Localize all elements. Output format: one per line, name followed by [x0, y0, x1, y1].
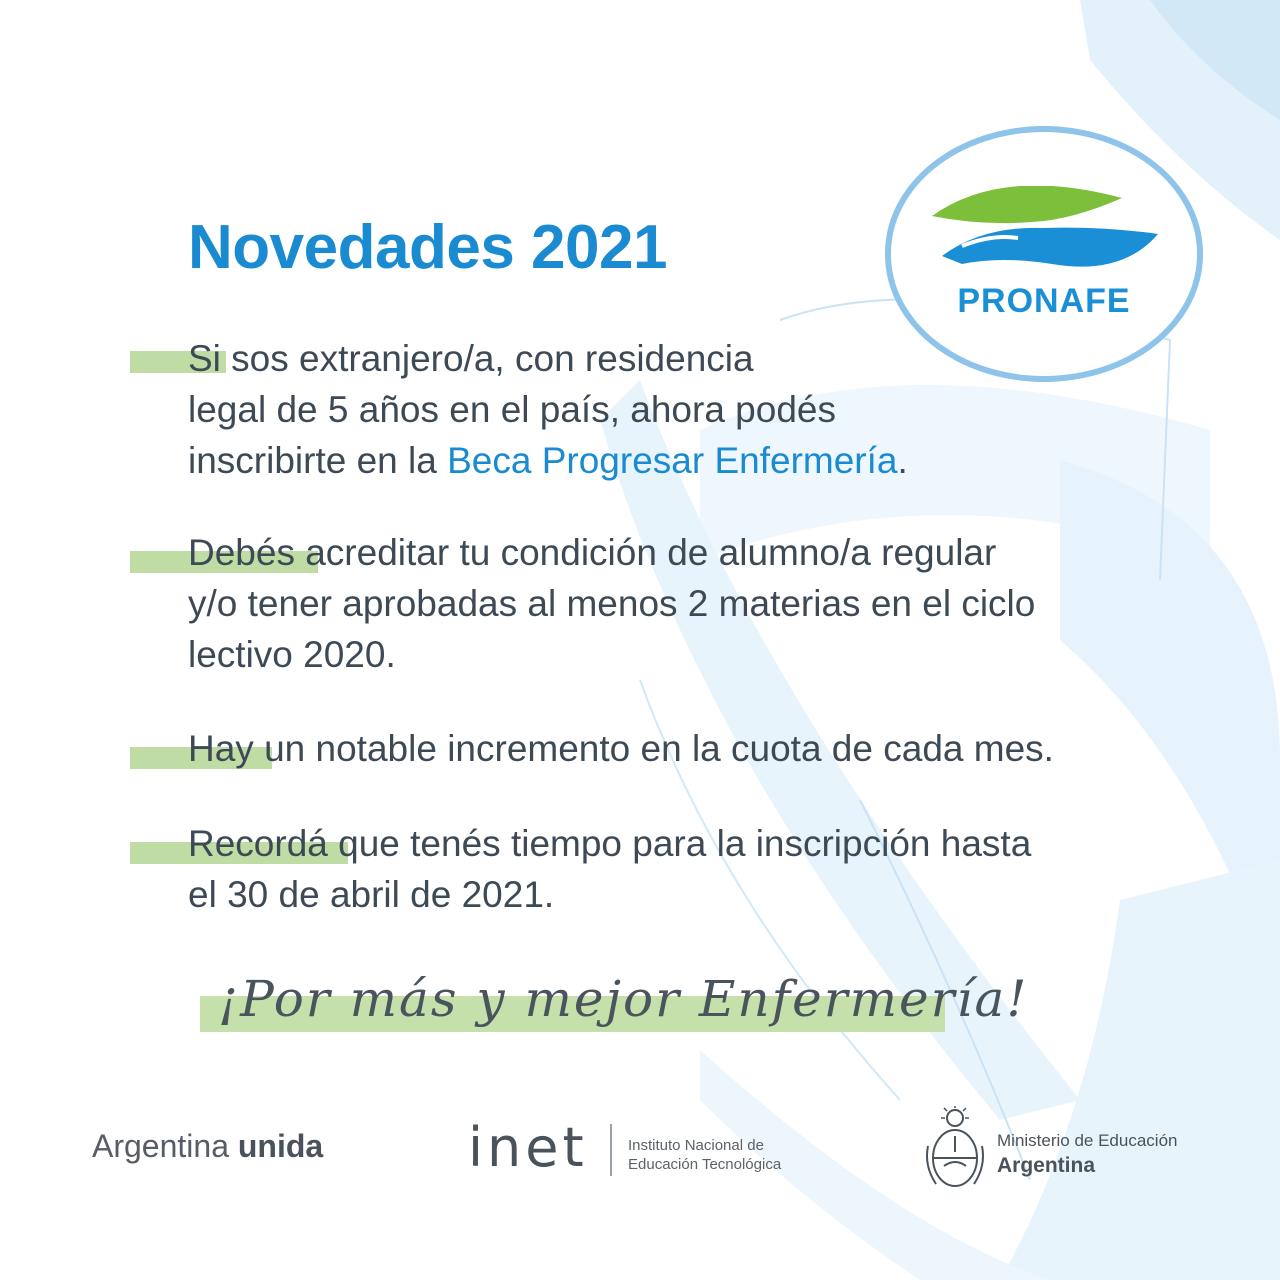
paragraph-condicion	[188, 527, 1035, 680]
ministerio-line-2: Argentina	[997, 1154, 1096, 1177]
lead-word: Debés	[188, 532, 295, 573]
ministerio-logo-text	[997, 1130, 1177, 1180]
ministerio-line-1: Ministerio de Educación	[997, 1131, 1178, 1150]
paragraph-text: .	[897, 440, 908, 481]
inet-subtitle	[628, 1136, 781, 1174]
slogan: ¡Por más y mejor Enfermería!	[218, 970, 1029, 1028]
pronafe-leaf-hand-icon	[922, 186, 1162, 276]
lead-word: Hay	[188, 728, 254, 769]
paragraph-text: acreditar tu condición de alumno/a regular	[294, 532, 997, 573]
argentina-text: Argentina	[92, 1128, 229, 1164]
paragraph-text: que tenés tiempo para la inscripción hasta	[327, 823, 1032, 864]
lead-word: Si	[188, 338, 221, 379]
paragraph-cuota	[188, 723, 1054, 774]
paragraph-residencia	[188, 333, 908, 486]
lead-word: Recordá	[188, 823, 328, 864]
argentina-unida-logo	[92, 1128, 323, 1165]
inet-line-2: Educación Tecnológica	[628, 1156, 782, 1173]
inet-divider	[610, 1124, 612, 1176]
pronafe-logo	[882, 126, 1206, 384]
paragraph-text: legal de 5 años en el país, ahora podés	[188, 389, 836, 430]
inet-line-1: Instituto Nacional de	[628, 1137, 764, 1154]
page-title: Novedades 2021	[188, 213, 667, 282]
paragraph-text: un notable incremento en la cuota de cada mes.	[253, 728, 1054, 769]
paragraph-text: sos extranjero/a, con residencia	[220, 338, 754, 379]
paragraph-text: el 30 de abril de 2021.	[188, 874, 555, 915]
paragraph-text: lectivo 2020.	[188, 634, 396, 675]
paragraph-text: y/o tener aprobadas al menos 2 materias en el ciclo	[188, 583, 1036, 624]
inet-logo: inet	[468, 1116, 588, 1179]
beca-link-text: Beca Progresar Enfermería	[447, 440, 898, 481]
coat-of-arms-icon	[922, 1106, 988, 1192]
unida-text: unida	[237, 1128, 324, 1164]
pronafe-logo-text: PRONAFE	[957, 282, 1131, 320]
paragraph-text: inscribirte en la	[188, 440, 448, 481]
paragraph-inscripcion	[188, 818, 1031, 920]
